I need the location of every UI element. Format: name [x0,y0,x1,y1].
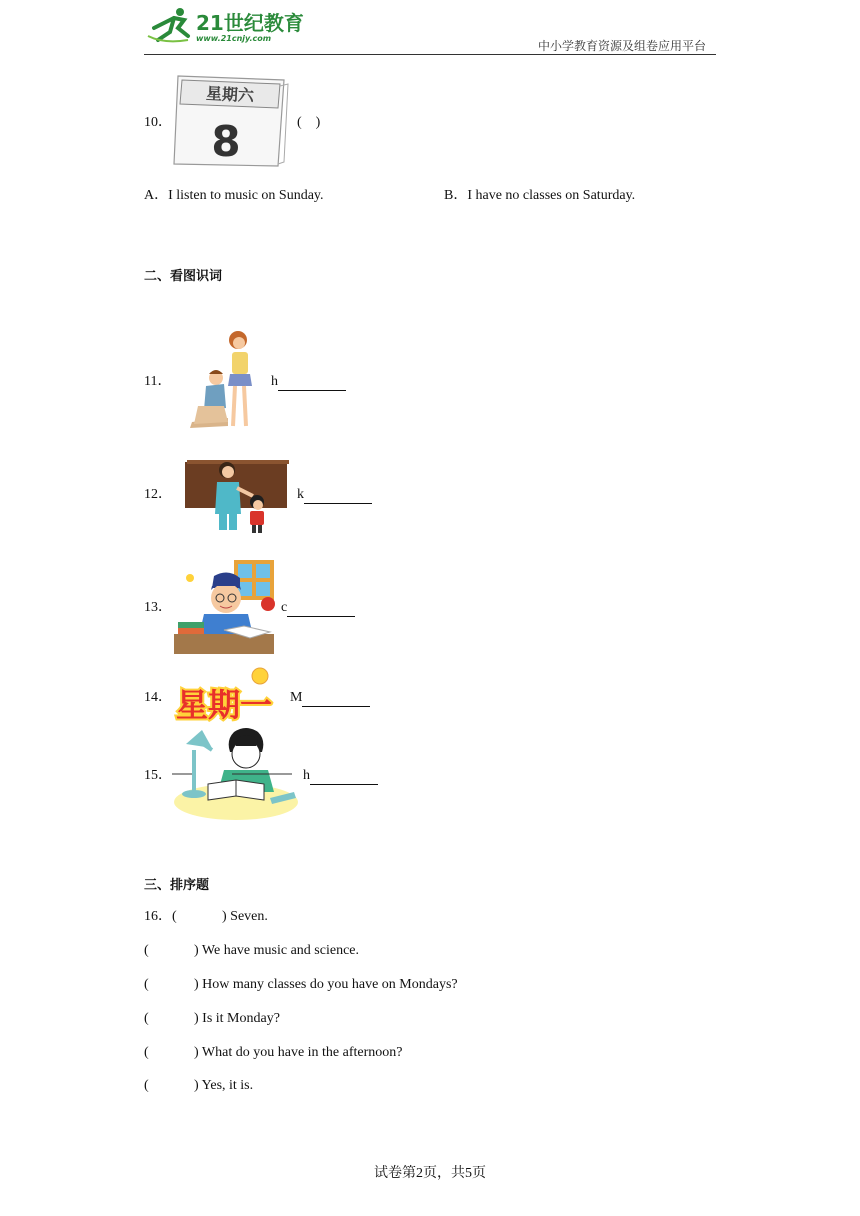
q16-line-3 [144,976,458,994]
page-footer: 试卷第2页，共5页 [374,1166,486,1181]
q16-number: 16． [144,909,172,924]
calendar-image [172,72,290,170]
apple-icon [261,597,275,611]
q16-line-5 [144,1044,403,1062]
logo-text: 21世纪教育 [196,11,304,35]
q11-answer[interactable] [271,373,346,391]
header-divider [144,54,716,55]
q16-sentence-6: ) Yes, it is. [194,1078,254,1093]
logo-url: www.21cnjy.com [196,34,272,43]
q15-answer[interactable] [303,767,378,785]
q16-line-1 [144,908,268,926]
q16-paren-4[interactable]: ( [144,1011,149,1026]
q16-sentence-3: ) How many classes do you have on Mondays? [194,977,458,992]
q16-paren-2[interactable]: ( [144,943,149,958]
q13-blank[interactable] [287,602,355,617]
section3-title: 三、排序题 [144,878,210,893]
calendar-day-label: 星期六 [205,83,255,106]
platform-name: 中小学教育资源及组卷应用平台 [537,39,706,53]
section2-title: 二、看图识词 [144,269,223,284]
desk-lamp-icon [186,730,212,748]
q15-number: 15． [144,768,172,783]
q16-paren-1[interactable]: ( [172,909,177,924]
monday-image [174,664,278,726]
q14-prefix: M [290,690,303,705]
homework-boy-image [172,726,300,820]
q16-line-6 [144,1077,253,1095]
runner-icon [148,8,188,41]
q12-answer[interactable] [297,486,372,504]
q16-sentence-1: ) Seven. [222,909,268,924]
calendar-date: 8 [211,117,241,166]
q10-option-a[interactable]: A．I listen to music on Sunday. [144,188,324,203]
q10-number: 10． [144,115,172,130]
q10-answer-paren[interactable]: ( ) [297,115,321,130]
q10-option-b[interactable]: B．I have no classes on Saturday. [444,188,636,203]
q16-line-4 [144,1010,280,1028]
q16-sentence-2: ) We have music and science. [194,943,359,958]
q13-number: 13． [144,600,172,615]
q16-paren-3[interactable]: ( [144,977,149,992]
q12-blank[interactable] [304,489,372,504]
q14-answer[interactable] [290,689,370,707]
lightbulb-icon [186,574,194,582]
q12-number: 12． [144,487,172,502]
clever-boy-image [174,560,278,656]
q16-paren-6[interactable]: ( [144,1078,149,1093]
q13-prefix: c [281,600,288,615]
q16-sentence-5: ) What do you have in the afternoon? [194,1045,403,1060]
q16-sentence-4: ) Is it Monday? [194,1011,280,1026]
kind-teacher-image [183,456,289,534]
q14-number: 14． [144,690,172,705]
q11-blank[interactable] [278,376,346,391]
logo [144,6,314,44]
monday-text: 星期一 [175,686,273,724]
q11-number: 11． [144,374,172,389]
q12-prefix: k [297,487,304,502]
q13-answer[interactable] [281,599,355,617]
q11-prefix: h [271,374,278,389]
q15-blank[interactable] [310,770,378,785]
q16-paren-5[interactable]: ( [144,1045,149,1060]
q15-prefix: h [303,768,310,783]
helping-family-image [188,326,264,432]
q16-line-2 [144,942,359,960]
q14-blank[interactable] [302,692,370,707]
